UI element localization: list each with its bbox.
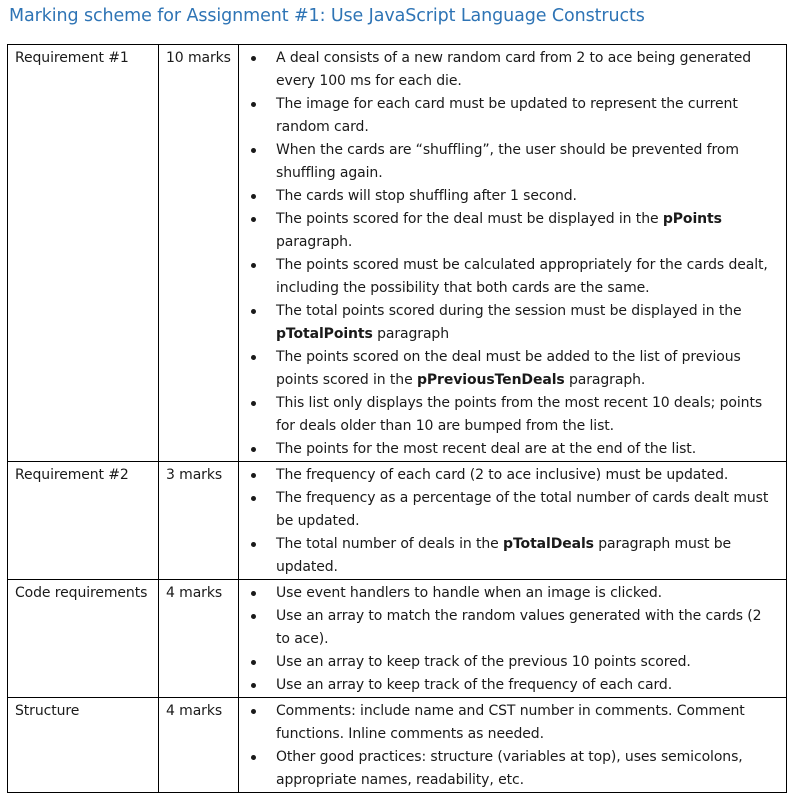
criteria-text: paragraph must be updated. xyxy=(276,536,732,575)
table-row xyxy=(8,580,787,698)
list-item xyxy=(246,139,779,185)
list-item xyxy=(246,185,779,208)
criteria-text: The points scored on the deal must be added to the list of previous points scored in the xyxy=(276,349,741,388)
criteria-text: A deal consists of a new random card from 2 to ace being generated every 100 ms for each die. xyxy=(276,50,752,89)
criteria-text: When the cards are “shuffling”, the user should be prevented from shuffling again. xyxy=(276,142,739,181)
criteria-text: This list only displays the points from the most recent 10 deals; points for deals older than 10 are bumped from the list. xyxy=(276,395,763,434)
table-row xyxy=(8,462,787,580)
list-item xyxy=(246,746,779,792)
document-title: Marking scheme for Assignment #1: Use JavaScript Language Constructs xyxy=(9,6,645,26)
list-item xyxy=(246,392,779,438)
marks-cell: 4 marks xyxy=(159,698,239,793)
marks-cell: 3 marks xyxy=(159,462,239,580)
list-item xyxy=(246,605,779,651)
criteria-text: paragraph xyxy=(372,326,449,342)
list-item xyxy=(246,208,779,254)
table-row xyxy=(8,698,787,793)
list-item xyxy=(246,254,779,300)
list-item xyxy=(246,300,779,346)
criteria-text: The points for the most recent deal are at the end of the list. xyxy=(276,441,697,457)
criteria-cell xyxy=(239,698,787,793)
list-item xyxy=(246,47,779,93)
requirement-cell: Structure xyxy=(8,698,159,793)
criteria-list xyxy=(246,47,779,461)
marking-scheme-table xyxy=(7,44,787,793)
element-id-text: pPoints xyxy=(662,211,722,227)
list-item xyxy=(246,533,779,579)
list-item xyxy=(246,582,779,605)
criteria-text: The total number of deals in the xyxy=(276,536,504,552)
marks-cell: 10 marks xyxy=(159,45,239,462)
list-item xyxy=(246,674,779,697)
criteria-text: Use an array to keep track of the frequency of each card. xyxy=(276,677,673,693)
criteria-text: The cards will stop shuffling after 1 second. xyxy=(276,188,577,204)
criteria-text: Use event handlers to handle when an image is clicked. xyxy=(276,585,662,601)
criteria-text: paragraph. xyxy=(564,372,646,388)
element-id-text: pTotalDeals xyxy=(503,536,594,552)
criteria-list xyxy=(246,582,779,697)
criteria-text: The frequency of each card (2 to ace inclusive) must be updated. xyxy=(276,467,729,483)
criteria-text: Comments: include name and CST number in comments. Comment functions. Inline comments as needed. xyxy=(276,703,745,742)
list-item xyxy=(246,346,779,392)
element-id-text: pPreviousTenDeals xyxy=(416,372,565,388)
list-item xyxy=(246,700,779,746)
criteria-text: paragraph. xyxy=(276,234,353,250)
criteria-text: Use an array to match the random values generated with the cards (2 to ace). xyxy=(276,608,762,647)
list-item xyxy=(246,438,779,461)
criteria-text: The points scored must be calculated appropriately for the cards dealt, including the possibility that both cards are the same. xyxy=(276,257,768,296)
marking-scheme-body xyxy=(8,45,787,793)
element-id-text: pTotalPoints xyxy=(276,326,373,342)
marks-cell: 4 marks xyxy=(159,580,239,698)
criteria-cell xyxy=(239,462,787,580)
requirement-cell: Requirement #2 xyxy=(8,462,159,580)
criteria-text: Use an array to keep track of the previous 10 points scored. xyxy=(276,654,691,670)
criteria-cell xyxy=(239,580,787,698)
list-item xyxy=(246,651,779,674)
requirement-cell: Code requirements xyxy=(8,580,159,698)
criteria-list xyxy=(246,464,779,579)
criteria-text: The total points scored during the session must be displayed in the xyxy=(276,303,742,319)
list-item xyxy=(246,487,779,533)
list-item xyxy=(246,464,779,487)
criteria-text: Other good practices: structure (variables at top), uses semicolons, appropriate names, readability, etc. xyxy=(276,749,743,788)
criteria-text: The image for each card must be updated to represent the current random card. xyxy=(276,96,738,135)
criteria-list xyxy=(246,700,779,792)
criteria-text: The points scored for the deal must be displayed in the xyxy=(276,211,663,227)
criteria-cell xyxy=(239,45,787,462)
list-item xyxy=(246,93,779,139)
table-row xyxy=(8,45,787,462)
requirement-cell: Requirement #1 xyxy=(8,45,159,462)
criteria-text: The frequency as a percentage of the total number of cards dealt must be updated. xyxy=(276,490,769,529)
